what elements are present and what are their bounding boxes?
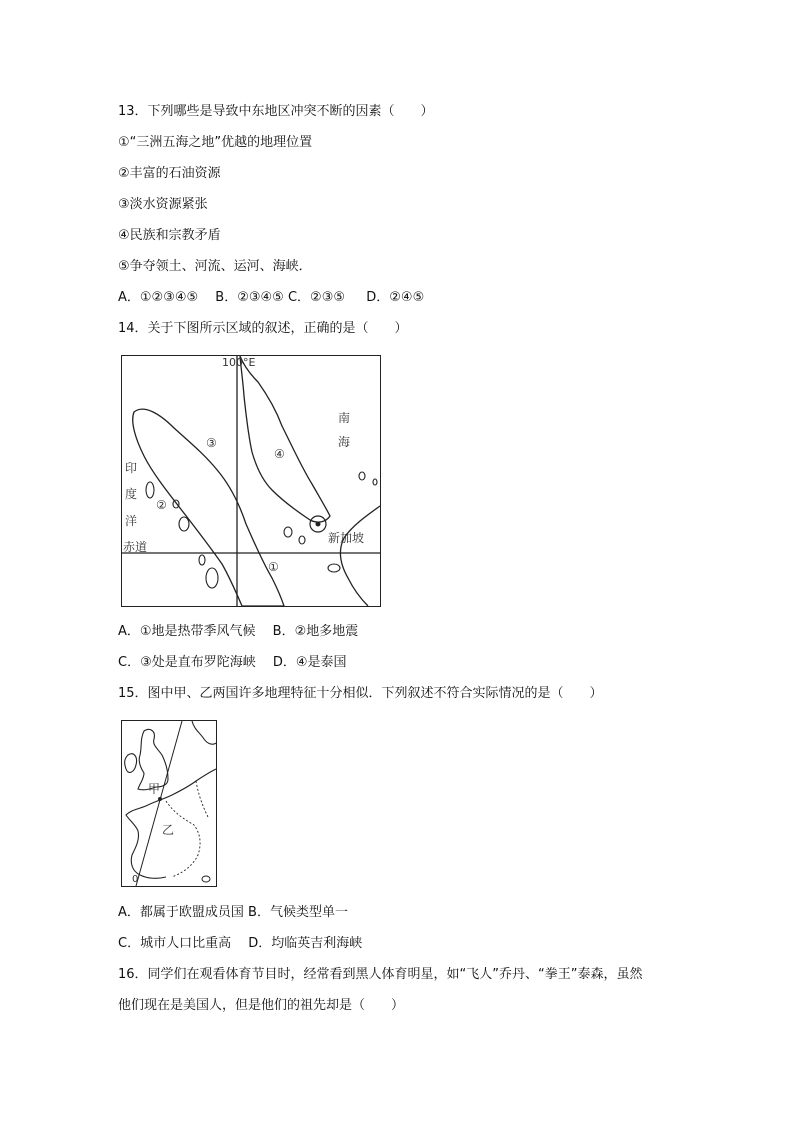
q16-stem-line1: 16．同学们在观看体育节目时，经常看到黑人体育明星，如“飞人”乔丹、“拳王”泰森，虽然 [118, 967, 643, 982]
southeast-asia-map [121, 355, 381, 607]
q14-stem: 14．关于下图所示区域的叙述，正确的是（ ） [118, 321, 408, 336]
q15-options-ab: A．都属于欧盟成员国 B．气候类型单一 [118, 905, 348, 920]
map-drawing [122, 356, 380, 606]
western-europe-map [121, 720, 217, 887]
south-sea-char-1: 南 [337, 411, 350, 425]
indian-ocean-char-2: 度 [124, 487, 137, 501]
q15-stem: 15．图中甲、乙两国许多地理特征十分相似．下列叙述不符合实际情况的是（ ） [118, 686, 603, 701]
q13-item-1: ①“三洲五海之地”优越的地理位置 [118, 135, 313, 150]
marker-3: ③ [206, 436, 217, 450]
q13-item-3: ③淡水资源紧张 [118, 197, 208, 212]
label-zero: 0 [132, 874, 139, 885]
south-sea-char-2: 海 [337, 435, 350, 449]
singapore-label: 新加坡 [328, 531, 365, 545]
q13-item-4: ④民族和宗教矛盾 [118, 228, 221, 243]
q13-stem: 13．下列哪些是导致中东地区冲突不断的因素（ ） [118, 104, 434, 119]
map-drawing [122, 721, 216, 886]
q14-options-cd: C．③处是直布罗陀海峡 D．④是泰国 [118, 655, 347, 670]
q13-item-5: ⑤争夺领土、河流、运河、海峡． [118, 259, 312, 274]
label-yi: 乙 [162, 823, 175, 837]
q14-options-ab: A．①地是热带季风气候 B．②地多地震 [118, 624, 359, 639]
borneo-outline [341, 506, 380, 606]
equator-label: 赤道 [123, 540, 148, 554]
q13-options: A．①②③④⑤ B．②③④⑤ C．②③⑤ D．②④⑤ [118, 290, 425, 305]
marker-4: ④ [274, 447, 285, 461]
indian-ocean-char-3: 洋 [124, 514, 137, 528]
q16-stem-line2: 他们现在是美国人，但是他们的祖先却是（ ） [118, 998, 405, 1013]
meridian-label: 100°E [222, 356, 256, 369]
marker-2: ② [156, 498, 167, 512]
q13-item-2: ②丰富的石油资源 [118, 166, 221, 181]
label-jia: 甲 [148, 782, 161, 796]
indian-ocean-char-1: 印 [124, 461, 137, 475]
malay-peninsula-outline [240, 356, 330, 522]
marker-1: ① [268, 560, 279, 574]
q15-options-cd: C．城市人口比重高 D．均临英吉利海峡 [118, 936, 363, 951]
